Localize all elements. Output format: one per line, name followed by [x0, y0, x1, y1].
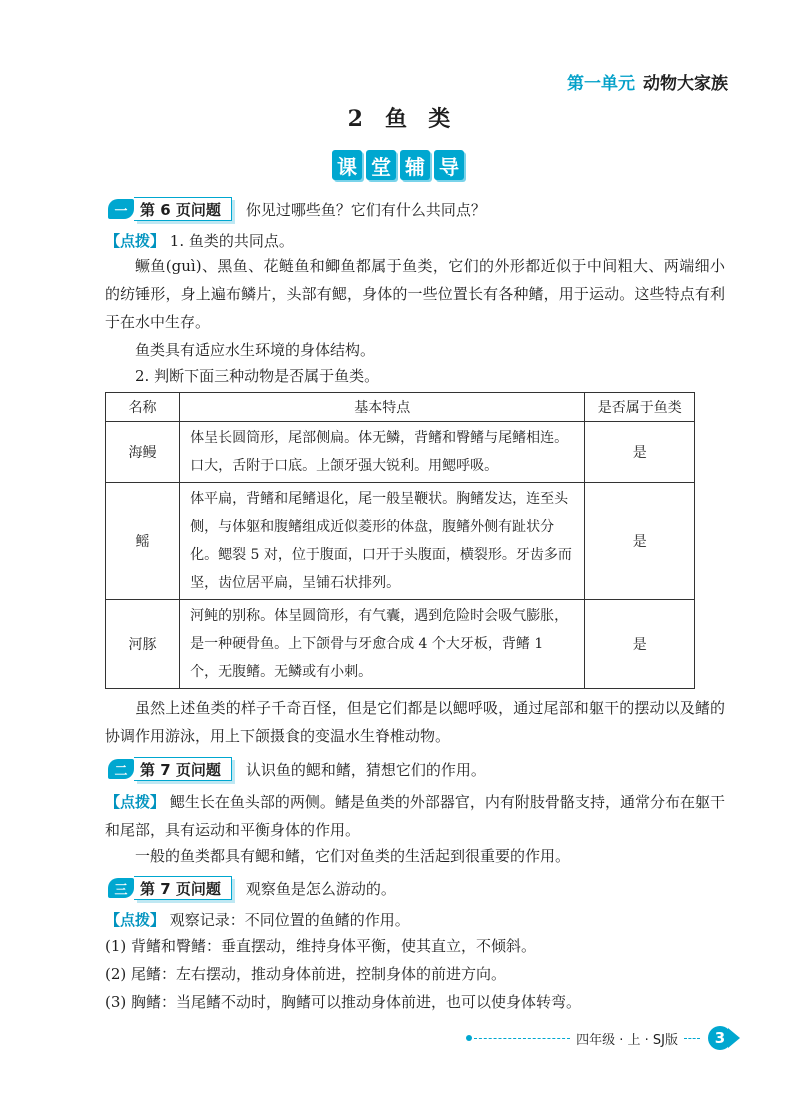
paragraph: 鱼类具有适应水生环境的身体结构。	[135, 341, 376, 359]
tip-label: 【点拨】	[105, 793, 166, 811]
paragraph: 鳜鱼(guì)、黑鱼、花鲢鱼和鲫鱼都属于鱼类，它们的外形都近似于中间粗大、两端细小的纺锤形，身上遍布鳞片，头部有鳃，身体的一些位置长有各种鳍，用于运动。这些特点有利于在水中生存。	[105, 257, 725, 331]
footer-dash-line	[684, 1038, 700, 1039]
tip-line-1	[105, 227, 725, 255]
class-guidance-banner	[332, 150, 464, 180]
footer-dash-line	[474, 1038, 570, 1039]
table-header-row	[106, 393, 695, 422]
paragraph: 2. 判断下面三种动物是否属于鱼类。	[135, 367, 380, 385]
banner-char: 辅	[400, 150, 430, 180]
tip-text: 观察记录：不同位置的鱼鳍的作用。	[169, 911, 410, 929]
table-row	[106, 422, 695, 483]
animal-name: 河豚	[106, 600, 180, 689]
section-badge: 三	[108, 878, 134, 898]
page-arrow-icon	[728, 1028, 740, 1048]
section-badge: 二	[108, 759, 134, 779]
section-question: 观察鱼是怎么游动的。	[245, 879, 396, 898]
paragraph: 一般的鱼类都具有鳃和鳍，它们对鱼类的生活起到很重要的作用。	[135, 847, 571, 865]
section-question: 你见过哪些鱼？它们有什么共同点？	[245, 200, 486, 219]
is-fish-answer: 是	[585, 600, 695, 689]
page-footer	[466, 1026, 740, 1050]
tip-text: 1. 鱼类的共同点。	[169, 232, 294, 250]
column-header: 名称	[106, 393, 180, 422]
section-header-3	[108, 876, 396, 900]
lesson-name: 鱼 类	[384, 106, 453, 132]
animal-features: 河鲀的别称。体呈圆筒形，有气囊，遇到危险时会吸气膨胀，是一种硬骨鱼。上下颌骨与牙愈合成 4 个大牙板，背鳍 1 个，无腹鳍。无鳞或有小刺。	[180, 600, 585, 689]
tip-label: 【点拨】	[105, 232, 166, 250]
unit-number: 第一单元	[567, 74, 635, 94]
footer-dot	[466, 1035, 472, 1041]
tip-paragraph-2	[105, 788, 725, 844]
lesson-title	[0, 102, 800, 133]
column-header: 是否属于鱼类	[585, 393, 695, 422]
fin-item: (2) 尾鳍：左右摆动，推动身体前进，控制身体的前进方向。	[105, 965, 507, 983]
unit-title: 动物大家族	[643, 74, 728, 94]
animal-features: 体呈长圆筒形，尾部侧扁。体无鳞，背鳍和臀鳍与尾鳍相连。口大，舌附于口底。上颌牙强大锐利。用鳃呼吸。	[180, 422, 585, 483]
section-question: 认识鱼的鳃和鳍，猜想它们的作用。	[245, 760, 486, 779]
table-row	[106, 483, 695, 600]
banner-char: 导	[434, 150, 464, 180]
banner-char: 堂	[366, 150, 396, 180]
animal-name: 海鳗	[106, 422, 180, 483]
unit-header	[567, 69, 728, 94]
animal-features: 体平扁，背鳍和尾鳍退化，尾一般呈鞭状。胸鳍发达，连至头侧，与体躯和腹鳍组成近似菱形的体盘，腹鳍外侧有趾状分化。鳃裂 5 对，位于腹面，口开于头腹面，横裂形。牙齿多而坚，齿位居平扁，呈铺石状排列。	[180, 483, 585, 600]
section-header-1	[108, 197, 486, 221]
tip-text: 鳃生长在鱼头部的两侧。鳍是鱼类的外部器官，内有附肢骨骼支持，通常分布在躯干和尾部，具有运动和平衡身体的作用。	[105, 793, 725, 839]
is-fish-answer: 是	[585, 422, 695, 483]
animal-name: 鳐	[106, 483, 180, 600]
tip-line-3	[105, 906, 725, 934]
page-number: 3	[708, 1026, 732, 1050]
section-header-2	[108, 757, 486, 781]
section-badge: 一	[108, 199, 134, 219]
edition-label: 四年级 · 上 · SJ版	[576, 1032, 678, 1048]
paragraph: 虽然上述鱼类的样子千奇百怪，但是它们都是以鳃呼吸，通过尾部和躯干的摆动以及鳍的协调作用游泳，用上下颌摄食的变温水生脊椎动物。	[105, 699, 725, 745]
fin-item: (1) 背鳍和臀鳍：垂直摆动，维持身体平衡，使其直立，不倾斜。	[105, 937, 537, 955]
column-header: 基本特点	[180, 393, 585, 422]
is-fish-answer: 是	[585, 483, 695, 600]
fin-item: (3) 胸鳍：当尾鳍不动时，胸鳍可以推动身体前进，也可以使身体转弯。	[105, 993, 582, 1011]
table-row	[106, 600, 695, 689]
section-label: 第 7 页问题	[134, 876, 232, 900]
fish-classification-table	[105, 392, 695, 689]
section-label: 第 7 页问题	[134, 757, 232, 781]
section-label: 第 6 页问题	[134, 197, 232, 221]
tip-label: 【点拨】	[105, 911, 166, 929]
lesson-number: 2	[347, 106, 365, 132]
banner-char: 课	[332, 150, 362, 180]
